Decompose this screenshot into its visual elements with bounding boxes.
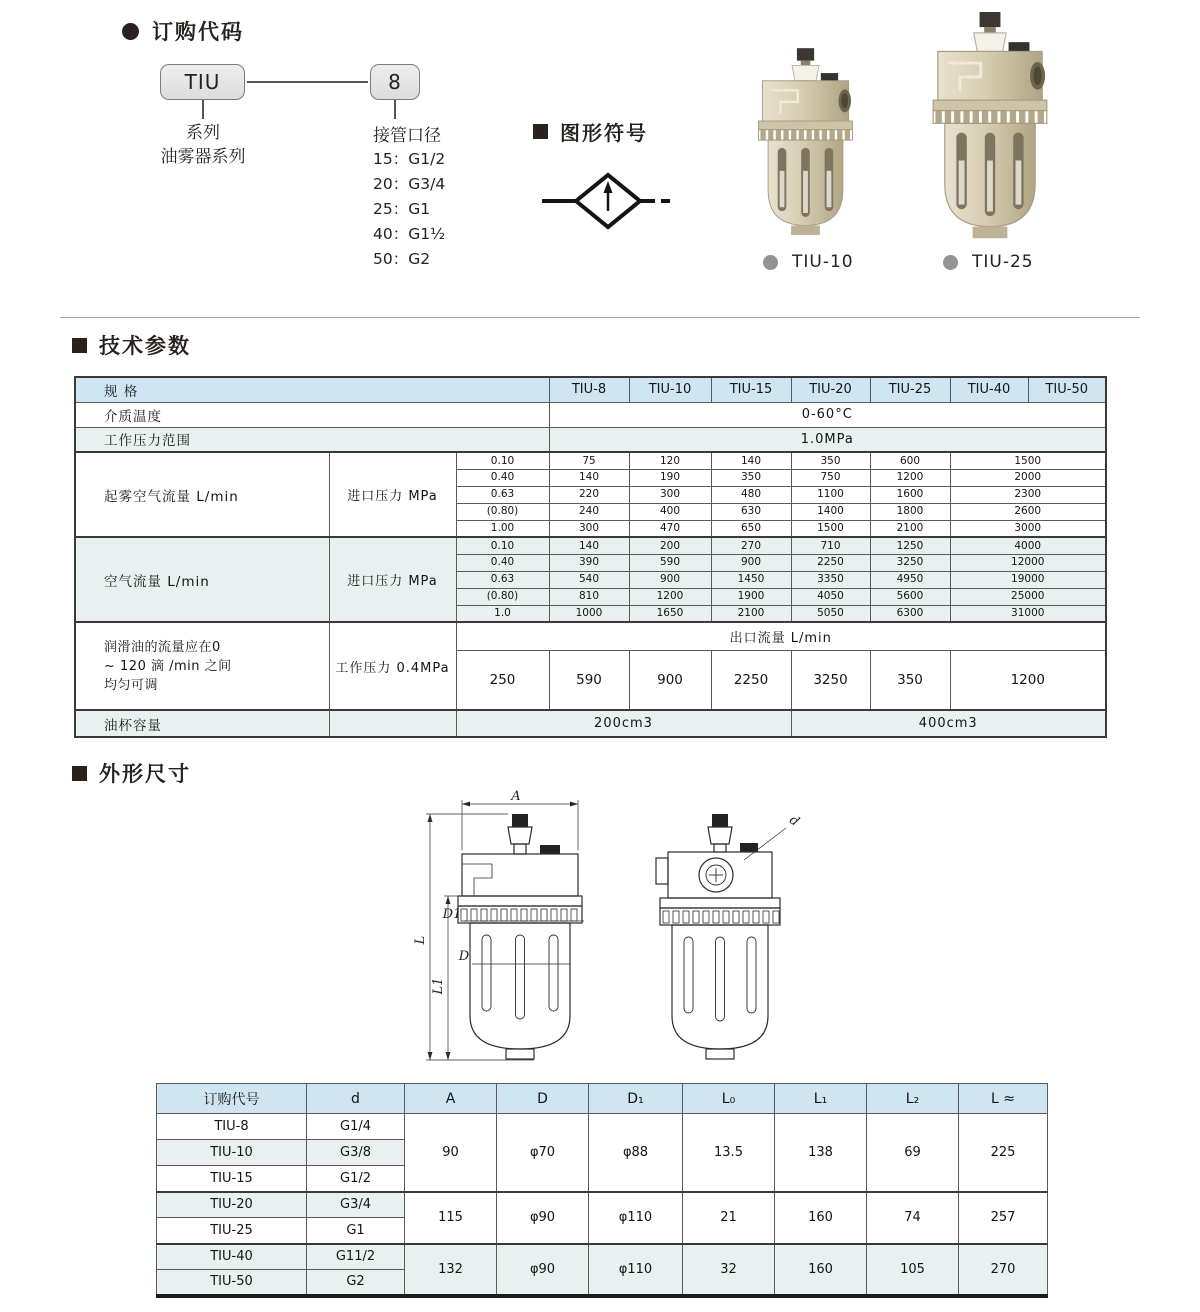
model-cell: TIU-15 <box>157 1166 307 1192</box>
inlet-pressure-label: 进口压力 MPa <box>329 452 456 537</box>
model-header: TIU-15 <box>711 377 791 402</box>
dim-label-d-small: d <box>786 812 802 830</box>
dims-section-title <box>72 758 191 788</box>
outlet-value-cell: 250 <box>456 650 549 710</box>
pressure-cell: 0.40 <box>456 469 549 486</box>
stem-line <box>394 100 396 119</box>
port-option: 20：G3/4 <box>373 175 446 193</box>
dim-l: 270 <box>959 1244 1048 1296</box>
series-label-1: 系列 <box>186 123 220 143</box>
dim-d1: φ88 <box>589 1114 683 1192</box>
pressure-cell: 0.10 <box>456 537 549 554</box>
cup-capacity-row <box>75 710 1106 737</box>
port-size-list <box>373 147 445 272</box>
dim-l2: 69 <box>867 1114 959 1192</box>
thread-cell: G11/2 <box>307 1244 405 1270</box>
value-cell: 140 <box>549 537 629 554</box>
dim-a: 132 <box>405 1244 497 1296</box>
medium-temp-label: 介质温度 <box>75 402 549 427</box>
dimension-table <box>156 1083 1048 1298</box>
pressure-cell: (0.80) <box>456 503 549 520</box>
pressure-cell: (0.80) <box>456 588 549 605</box>
dim-label-a: A <box>511 789 521 804</box>
outlet-flow-header: 出口流量 L/min <box>456 622 1106 650</box>
dim-label-l1: L1 <box>431 977 446 995</box>
dim-d1: φ110 <box>589 1244 683 1296</box>
value-cell: 400 <box>629 503 711 520</box>
dim-header: L ≈ <box>959 1084 1048 1114</box>
dim-header: D <box>497 1084 589 1114</box>
gray-bullet-icon <box>763 255 778 270</box>
value-cell: 1650 <box>629 605 711 622</box>
empty-cell <box>329 710 456 737</box>
dim-row <box>157 1192 1048 1218</box>
outlet-value-cell: 590 <box>549 650 629 710</box>
value-cell: 2250 <box>791 554 870 571</box>
value-cell: 270 <box>711 537 791 554</box>
dim-l2: 105 <box>867 1244 959 1296</box>
model-cell: TIU-50 <box>157 1270 307 1296</box>
model-header: TIU-10 <box>629 377 711 402</box>
value-cell: 2600 <box>950 503 1106 520</box>
pressure-cell: 0.63 <box>456 571 549 588</box>
port-option: 25：G1 <box>373 200 431 218</box>
value-cell: 140 <box>711 452 791 469</box>
cup-capacity-small: 200cm3 <box>456 710 791 737</box>
value-cell: 630 <box>711 503 791 520</box>
model-header: TIU-25 <box>870 377 950 402</box>
tech-title: 技术参数 <box>99 334 191 358</box>
model-header: TIU-40 <box>950 377 1028 402</box>
value-cell: 1450 <box>711 571 791 588</box>
dim-a: 90 <box>405 1114 497 1192</box>
value-cell: 2300 <box>950 486 1106 503</box>
graphic-symbol-title: 图形符号 <box>560 121 648 145</box>
value-cell: 750 <box>791 469 870 486</box>
dimension-drawing <box>400 788 820 1083</box>
value-cell: 4950 <box>870 571 950 588</box>
model-header: TIU-50 <box>1028 377 1106 402</box>
pressure-range-label: 工作压力范围 <box>75 427 549 452</box>
dim-header: A <box>405 1084 497 1114</box>
value-cell: 2100 <box>711 605 791 622</box>
value-cell: 6300 <box>870 605 950 622</box>
medium-temp-value: 0-60°C <box>549 402 1106 427</box>
product-label-left <box>763 252 854 272</box>
dim-d1: φ110 <box>589 1192 683 1244</box>
outlet-value-cell: 2250 <box>711 650 791 710</box>
value-cell: 1100 <box>791 486 870 503</box>
square-bullet-icon <box>533 124 548 139</box>
value-cell: 300 <box>549 520 629 537</box>
size-code-box: 8 <box>370 64 420 100</box>
series-code-box: TIU <box>160 64 245 100</box>
order-code-section-title <box>122 16 244 46</box>
oil-flow-note <box>75 622 329 710</box>
model-cell: TIU-10 <box>157 1140 307 1166</box>
dim-row <box>157 1114 1048 1140</box>
cup-capacity-label: 油杯容量 <box>75 710 329 737</box>
value-cell: 1600 <box>870 486 950 503</box>
value-cell: 75 <box>549 452 629 469</box>
model-cell: TIU-20 <box>157 1192 307 1218</box>
oil-flow-header-row <box>75 622 1106 650</box>
value-cell: 590 <box>629 554 711 571</box>
dim-header: L₂ <box>867 1084 959 1114</box>
dim-header: d <box>307 1084 405 1114</box>
series-labels <box>145 121 261 169</box>
value-cell: 3000 <box>950 520 1106 537</box>
dim-header: D₁ <box>589 1084 683 1114</box>
value-cell: 810 <box>549 588 629 605</box>
outlet-value-cell: 3250 <box>791 650 870 710</box>
value-cell: 3350 <box>791 571 870 588</box>
value-cell: 5600 <box>870 588 950 605</box>
pressure-cell: 0.40 <box>456 554 549 571</box>
value-cell: 350 <box>711 469 791 486</box>
dim-label-l: L <box>413 935 428 945</box>
dim-label-d1: D1 <box>442 907 462 922</box>
thread-cell: G2 <box>307 1270 405 1296</box>
dim-header: L₀ <box>683 1084 775 1114</box>
value-cell: 1200 <box>629 588 711 605</box>
model-cell: TIU-40 <box>157 1244 307 1270</box>
pressure-cell: 0.63 <box>456 486 549 503</box>
value-cell: 2100 <box>870 520 950 537</box>
oil-note-line: ~ 120 滴 /min 之间 <box>104 658 232 674</box>
section-divider <box>60 317 1140 318</box>
value-cell: 900 <box>711 554 791 571</box>
dim-d: φ90 <box>497 1192 589 1244</box>
value-cell: 5050 <box>791 605 870 622</box>
thread-cell: G3/8 <box>307 1140 405 1166</box>
value-cell: 140 <box>549 469 629 486</box>
dim-l1: 138 <box>775 1114 867 1192</box>
value-cell: 120 <box>629 452 711 469</box>
order-code-title: 订购代码 <box>152 20 244 44</box>
outlet-value-cell: 1200 <box>950 650 1106 710</box>
value-cell: 220 <box>549 486 629 503</box>
spec-label-cell: 规 格 <box>75 377 549 402</box>
port-option: 50：G2 <box>373 250 431 268</box>
series-label-2: 油雾器系列 <box>160 147 246 167</box>
medium-temp-row <box>75 402 1106 427</box>
value-cell: 350 <box>791 452 870 469</box>
value-cell: 540 <box>549 571 629 588</box>
pressure-range-row <box>75 427 1106 452</box>
value-cell: 650 <box>711 520 791 537</box>
port-option: 40：G1½ <box>373 225 446 243</box>
dim-l: 257 <box>959 1192 1048 1244</box>
outlet-value-cell: 350 <box>870 650 950 710</box>
tech-table <box>74 376 1107 738</box>
thread-cell: G1/4 <box>307 1114 405 1140</box>
square-bullet-icon <box>72 338 87 353</box>
value-cell: 19000 <box>950 571 1106 588</box>
model-cell: TIU-8 <box>157 1114 307 1140</box>
pressure-range-value: 1.0MPa <box>549 427 1106 452</box>
oil-note-line: 润滑油的流量应在0 <box>104 639 221 655</box>
dim-l1: 160 <box>775 1192 867 1244</box>
dim-header: 订购代号 <box>157 1084 307 1114</box>
model-cell: TIU-25 <box>157 1218 307 1244</box>
dim-l0: 13.5 <box>683 1114 775 1192</box>
value-cell: 1900 <box>711 588 791 605</box>
model-header: TIU-20 <box>791 377 870 402</box>
product-name: TIU-25 <box>972 252 1034 272</box>
value-cell: 600 <box>870 452 950 469</box>
value-cell: 240 <box>549 503 629 520</box>
product-photo-tiu-25 <box>916 12 1064 244</box>
bullet-icon <box>122 23 139 40</box>
value-cell: 12000 <box>950 554 1106 571</box>
model-header: TIU-8 <box>549 377 629 402</box>
thread-cell: G1 <box>307 1218 405 1244</box>
value-cell: 1800 <box>870 503 950 520</box>
inlet-pressure-label: 进口压力 MPa <box>329 537 456 622</box>
dim-l2: 74 <box>867 1192 959 1244</box>
pressure-cell: 0.10 <box>456 452 549 469</box>
dim-l: 225 <box>959 1114 1048 1192</box>
value-cell: 25000 <box>950 588 1106 605</box>
value-cell: 3250 <box>870 554 950 571</box>
value-cell: 1000 <box>549 605 629 622</box>
dim-d: φ70 <box>497 1114 589 1192</box>
square-bullet-icon <box>72 766 87 781</box>
dim-l1: 160 <box>775 1244 867 1296</box>
dims-title: 外形尺寸 <box>99 762 191 786</box>
oil-note-line: 均匀可调 <box>104 677 159 693</box>
thread-cell: G3/4 <box>307 1192 405 1218</box>
value-cell: 2000 <box>950 469 1106 486</box>
air-flow-row <box>75 537 1106 554</box>
value-cell: 710 <box>791 537 870 554</box>
value-cell: 1500 <box>950 452 1106 469</box>
value-cell: 1250 <box>870 537 950 554</box>
value-cell: 900 <box>629 571 711 588</box>
value-cell: 1400 <box>791 503 870 520</box>
dim-d: φ90 <box>497 1244 589 1296</box>
dim-row <box>157 1244 1048 1270</box>
graphic-symbol-section-title <box>533 117 648 146</box>
product-label-right <box>943 252 1034 272</box>
port-option: 15：G1/2 <box>373 150 446 168</box>
dim-header: L₁ <box>775 1084 867 1114</box>
value-cell: 31000 <box>950 605 1106 622</box>
pressure-cell: 1.0 <box>456 605 549 622</box>
pressure-cell: 1.00 <box>456 520 549 537</box>
dim-l0: 21 <box>683 1192 775 1244</box>
dim-l0: 32 <box>683 1244 775 1296</box>
thread-cell: G1/2 <box>307 1166 405 1192</box>
mist-flow-label: 起雾空气流量 L/min <box>75 452 329 537</box>
outlet-value-cell: 900 <box>629 650 711 710</box>
product-name: TIU-10 <box>792 252 854 272</box>
value-cell: 200 <box>629 537 711 554</box>
value-cell: 4050 <box>791 588 870 605</box>
connector-line <box>247 81 368 83</box>
value-cell: 4000 <box>950 537 1106 554</box>
gray-bullet-icon <box>943 255 958 270</box>
air-flow-label: 空气流量 L/min <box>75 537 329 622</box>
lubricator-pneumatic-symbol <box>540 163 672 239</box>
dim-a: 115 <box>405 1192 497 1244</box>
value-cell: 390 <box>549 554 629 571</box>
value-cell: 1200 <box>870 469 950 486</box>
tech-section-title <box>72 330 191 360</box>
value-cell: 300 <box>629 486 711 503</box>
mist-flow-row <box>75 452 1106 469</box>
stem-line <box>202 100 204 119</box>
product-photo-tiu-10 <box>748 48 863 240</box>
value-cell: 480 <box>711 486 791 503</box>
cup-capacity-large: 400cm3 <box>791 710 1106 737</box>
spec-header-row <box>75 377 1106 402</box>
port-size-label: 接管口径 <box>373 126 441 146</box>
working-pressure-label: 工作压力 0.4MPa <box>329 622 456 710</box>
value-cell: 190 <box>629 469 711 486</box>
dim-header-row <box>157 1084 1048 1114</box>
value-cell: 470 <box>629 520 711 537</box>
dim-label-d-big: D <box>458 949 470 964</box>
value-cell: 1500 <box>791 520 870 537</box>
